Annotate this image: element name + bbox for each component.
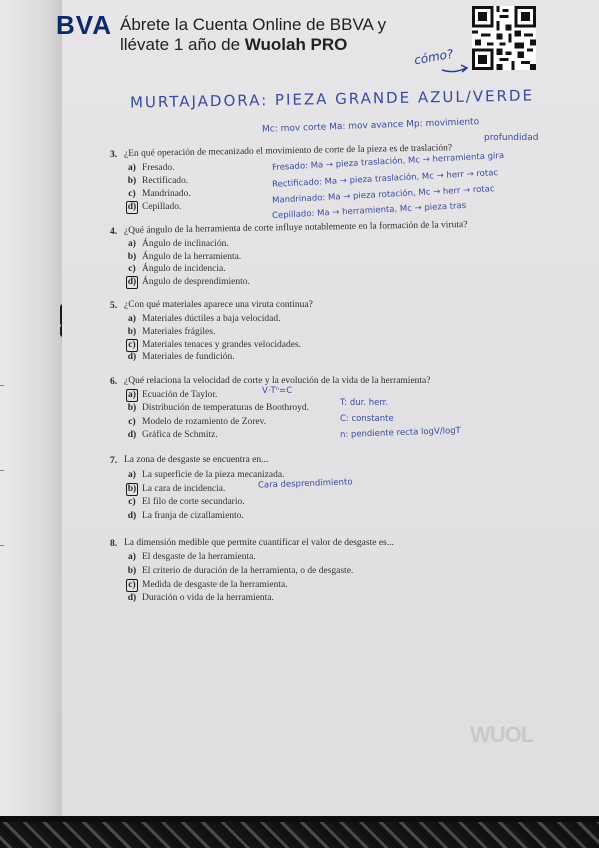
handwritten-legend: Mc: mov corte Ma: mov avance Mp: movimiento — [261, 117, 480, 135]
ad-handwriting: cómo? — [413, 46, 455, 68]
option-letter[interactable]: b) — [127, 566, 137, 576]
option-text: Medida de desgaste de la herramienta. — [142, 580, 288, 590]
question-text: La zona de desgaste se encuentra en... — [124, 455, 269, 465]
option-text: Materiales frágiles. — [142, 327, 216, 337]
left-page-edge — [0, 0, 62, 848]
question-number: 7. — [110, 456, 118, 466]
question-number: 5. — [110, 301, 118, 311]
option-text: Materiales tenaces y grandes velocidades. — [142, 340, 302, 350]
option-letter-selected[interactable]: d) — [127, 277, 137, 287]
option-letter[interactable]: a) — [128, 470, 136, 480]
option-text: Materiales de fundición. — [142, 352, 235, 362]
fabric-background — [0, 816, 599, 848]
option-text: La cara de incidencia. — [142, 484, 226, 494]
option-letter[interactable]: c) — [128, 497, 136, 507]
option-letter[interactable]: d) — [127, 593, 137, 603]
handwritten-note: T: dur. herr. — [340, 398, 389, 408]
option-letter[interactable]: b) — [127, 176, 137, 186]
option-text: La franja de cizallamiento. — [142, 511, 244, 521]
handwritten-legend-cont: profundidad — [484, 133, 539, 143]
handwritten-heading: MURTAJADORA: PIEZA GRANDE AZUL/VERDE — [129, 86, 535, 112]
option-text: Rectificado. — [142, 176, 189, 186]
option-letter[interactable]: b) — [127, 403, 137, 413]
option-text: Mandrinado. — [142, 189, 191, 199]
option-text: Cepillado. — [142, 202, 182, 212]
handwritten-note: V·Tⁿ=C — [262, 386, 293, 396]
option-text: Fresado. — [142, 163, 175, 173]
option-text: Ángulo de desprendimiento. — [142, 277, 250, 287]
question-number: 6. — [110, 377, 118, 387]
option-letter-selected[interactable]: a) — [126, 389, 138, 402]
ad-headline: Ábrete la Cuenta Online de BBVA y — [120, 15, 387, 34]
option-letter[interactable]: c) — [128, 264, 136, 274]
exam-page — [56, 0, 599, 816]
option-text: Materiales dúctiles a baja velocidad. — [142, 314, 281, 324]
ad-subheadline: llévate 1 año de Wuolah PRO — [120, 35, 348, 54]
option-text: El desgaste de la herramienta. — [142, 552, 256, 562]
option-letter[interactable]: a) — [128, 239, 136, 249]
option-letter[interactable]: a) — [128, 163, 136, 173]
question-text: ¿Con qué materiales aparece una viruta continua? — [124, 300, 313, 310]
handwritten-note: Mandrinado: Ma → pieza rotación, Mc → herr → rotac — [271, 184, 495, 206]
handwritten-note: Cepillado: Ma → herramienta, Mc → pieza tras — [271, 200, 467, 222]
bbva-logo: BVA — [56, 10, 112, 40]
wuolah-watermark: WUOL — [470, 722, 534, 747]
option-letter[interactable]: d) — [127, 430, 137, 440]
arrow-icon — [440, 60, 470, 76]
option-text: Ángulo de incidencia. — [142, 264, 226, 274]
option-text: La superficie de la pieza mecanizada. — [142, 470, 285, 480]
option-text: Duración o vida de la herramienta. — [142, 593, 274, 603]
option-letter[interactable]: b) — [127, 252, 137, 262]
handwritten-note: n: pendiente recta logV/logT — [339, 425, 461, 441]
handwritten-note: Cara desprendimiento — [257, 477, 353, 491]
question-text: La dimensión medible que permite cuantificar el valor de desgaste es... — [124, 538, 394, 548]
handwritten-note: C: constante — [340, 414, 394, 424]
question-number: 3. — [110, 150, 118, 160]
option-text: Distribución de temperaturas de Boothroyd. — [142, 403, 310, 413]
option-text: El filo de corte secundario. — [142, 497, 245, 507]
page-tick — [0, 385, 4, 386]
qr-code-icon[interactable] — [472, 6, 536, 70]
question-number: 8. — [110, 539, 118, 549]
question-text: ¿Qué relaciona la velocidad de corte y la evolución de la vida de la herramienta? — [124, 376, 431, 386]
option-text: Ecuación de Taylor. — [142, 390, 218, 400]
option-letter[interactable]: c) — [128, 417, 136, 427]
option-letter-selected[interactable]: d) — [127, 202, 137, 212]
option-text: El criterio de duración de la herramienta, o de desgaste. — [142, 566, 354, 576]
option-text: Ángulo de inclinación. — [142, 239, 229, 249]
option-letter[interactable]: c) — [128, 189, 136, 199]
option-letter[interactable]: b) — [127, 327, 137, 337]
handwritten-note: Rectificado: Ma → pieza traslación, Mc → herr → rotac — [271, 168, 499, 190]
option-text: Modelo de rozamiento de Zorev. — [142, 417, 267, 427]
option-text: Gráfica de Schmitz. — [142, 430, 218, 440]
question-text: ¿Qué ángulo de la herramienta de corte influye notablemente en la formación de la viruta? — [123, 220, 468, 236]
option-letter-selected[interactable]: c) — [126, 579, 138, 592]
handwritten-note: Fresado: Ma → pieza traslación, Mc → herramienta gira — [271, 150, 505, 174]
option-letter-selected[interactable]: c) — [126, 339, 138, 352]
question-text: ¿En qué operación de mecanizado el movimiento de corte de la pieza es de traslación? — [123, 143, 453, 159]
option-letter[interactable]: d) — [127, 511, 137, 521]
question-number: 4. — [110, 227, 118, 237]
option-letter[interactable]: d) — [127, 352, 137, 362]
page-tick — [0, 470, 4, 471]
option-letter-selected[interactable]: b) — [127, 484, 137, 494]
option-letter[interactable]: a) — [128, 314, 136, 324]
option-letter[interactable]: a) — [128, 552, 136, 562]
option-text: Ángulo de la herramienta. — [142, 252, 242, 262]
page-tick — [0, 545, 4, 546]
